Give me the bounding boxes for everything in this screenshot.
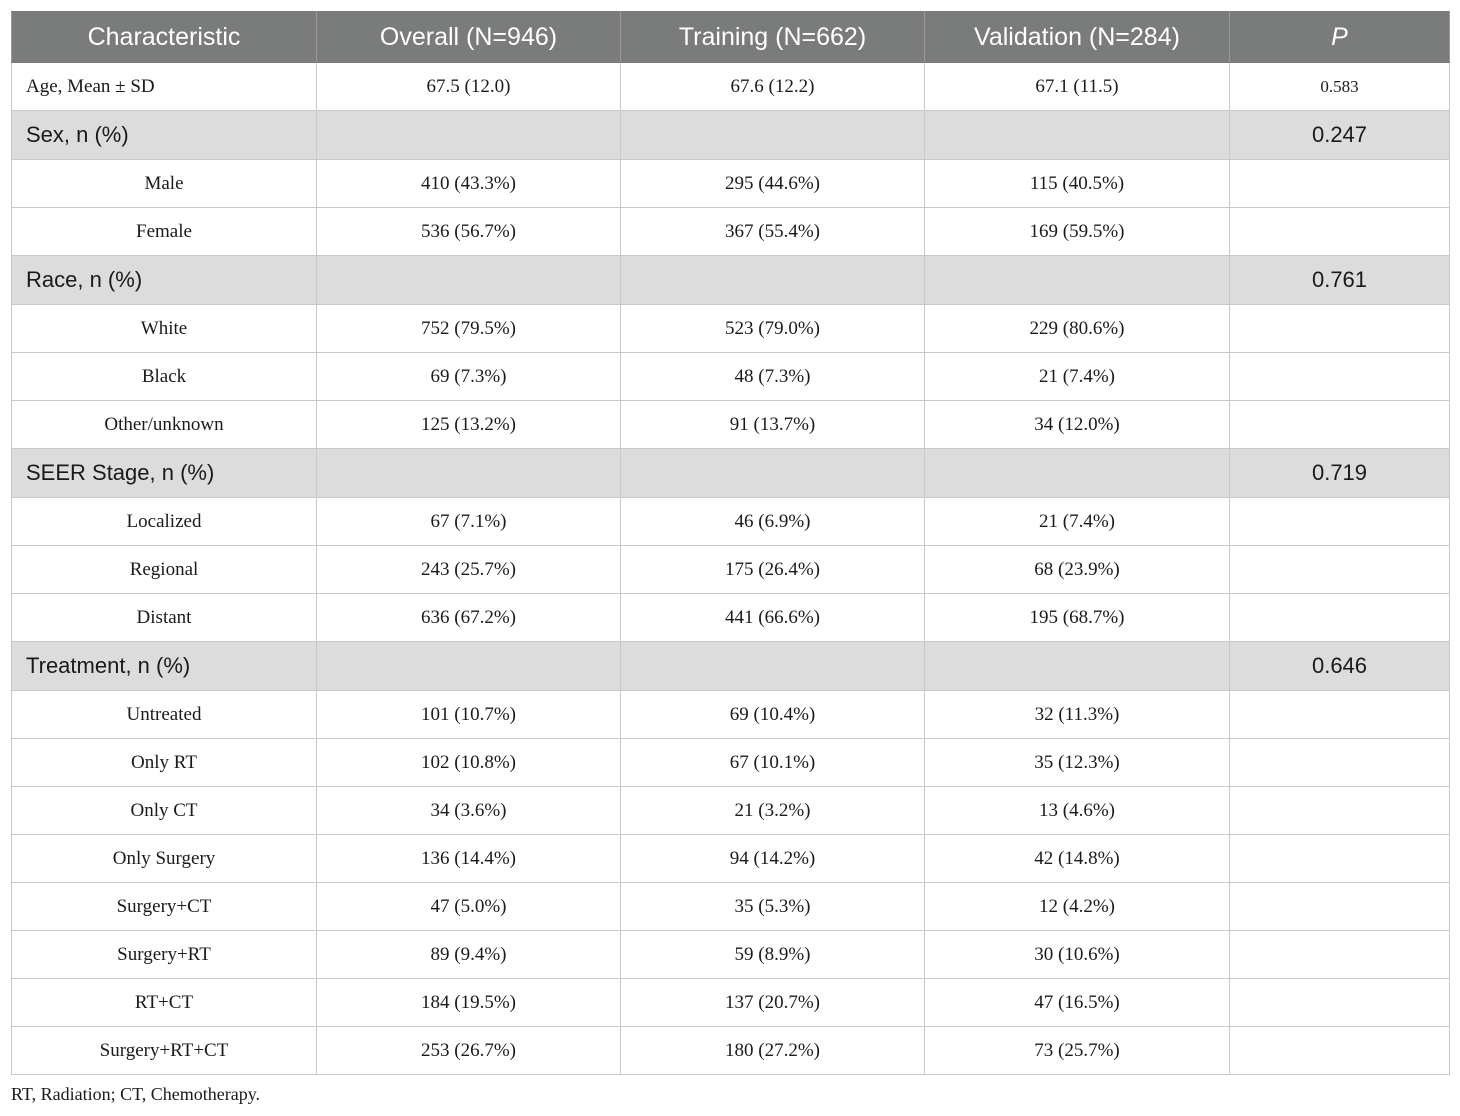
cell-overall: 253 (26.7%) (317, 1027, 621, 1075)
row-label: Regional (12, 546, 317, 594)
cell-p-value (1230, 1027, 1450, 1075)
row-label: Female (12, 208, 317, 256)
table-row (12, 931, 1450, 979)
cell-p-value (1230, 498, 1450, 546)
cell-training: 67.6 (12.2) (621, 63, 925, 111)
cell-validation: 30 (10.6%) (925, 931, 1230, 979)
table-body (12, 63, 1450, 1075)
row-label: Only CT (12, 787, 317, 835)
table-row (12, 691, 1450, 739)
cell-overall: 67 (7.1%) (317, 498, 621, 546)
cell-training (621, 449, 925, 498)
cell-training: 69 (10.4%) (621, 691, 925, 739)
cell-training: 48 (7.3%) (621, 353, 925, 401)
header-validation: Validation (N=284) (925, 12, 1230, 63)
table-row (12, 401, 1450, 449)
table-row (12, 787, 1450, 835)
cell-validation: 21 (7.4%) (925, 353, 1230, 401)
cell-overall: 125 (13.2%) (317, 401, 621, 449)
cell-validation (925, 449, 1230, 498)
cell-overall (317, 642, 621, 691)
cell-p-value (1230, 787, 1450, 835)
table-footnote: RT, Radiation; CT, Chemotherapy. (11, 1084, 261, 1104)
cell-training: 295 (44.6%) (621, 160, 925, 208)
cell-overall (317, 256, 621, 305)
cell-overall: 184 (19.5%) (317, 979, 621, 1027)
cell-training: 137 (20.7%) (621, 979, 925, 1027)
cell-validation: 12 (4.2%) (925, 883, 1230, 931)
section-row (12, 642, 1450, 691)
cell-p-value: 0.247 (1230, 111, 1450, 160)
cell-p-value (1230, 979, 1450, 1027)
cell-overall: 67.5 (12.0) (317, 63, 621, 111)
characteristics-table (11, 11, 1450, 1075)
cell-training: 94 (14.2%) (621, 835, 925, 883)
cell-validation: 68 (23.9%) (925, 546, 1230, 594)
row-label: Only Surgery (12, 835, 317, 883)
row-label: Surgery+CT (12, 883, 317, 931)
section-row (12, 111, 1450, 160)
table-row (12, 835, 1450, 883)
cell-training: 91 (13.7%) (621, 401, 925, 449)
row-label: Treatment, n (%) (12, 642, 317, 691)
row-label: Only RT (12, 739, 317, 787)
cell-overall: 102 (10.8%) (317, 739, 621, 787)
cell-p-value (1230, 594, 1450, 642)
cell-p-value (1230, 208, 1450, 256)
cell-p-value (1230, 691, 1450, 739)
cell-training (621, 642, 925, 691)
cell-validation: 13 (4.6%) (925, 787, 1230, 835)
cell-training: 367 (55.4%) (621, 208, 925, 256)
row-label: Surgery+RT (12, 931, 317, 979)
row-label: SEER Stage, n (%) (12, 449, 317, 498)
header-p-value: P (1230, 12, 1450, 63)
row-label: Surgery+RT+CT (12, 1027, 317, 1075)
table-row (12, 1027, 1450, 1075)
cell-overall (317, 449, 621, 498)
row-label: Other/unknown (12, 401, 317, 449)
cell-validation: 21 (7.4%) (925, 498, 1230, 546)
cell-validation: 169 (59.5%) (925, 208, 1230, 256)
cell-validation (925, 642, 1230, 691)
cell-validation: 115 (40.5%) (925, 160, 1230, 208)
table-row (12, 63, 1450, 111)
table-row (12, 739, 1450, 787)
cell-overall: 34 (3.6%) (317, 787, 621, 835)
row-label: Black (12, 353, 317, 401)
cell-training: 35 (5.3%) (621, 883, 925, 931)
cell-p-value (1230, 401, 1450, 449)
cell-overall: 536 (56.7%) (317, 208, 621, 256)
row-label: RT+CT (12, 979, 317, 1027)
cell-validation: 47 (16.5%) (925, 979, 1230, 1027)
cell-validation: 67.1 (11.5) (925, 63, 1230, 111)
cell-p-value: 0.583 (1230, 63, 1450, 111)
cell-training: 67 (10.1%) (621, 739, 925, 787)
header-row (12, 12, 1450, 63)
cell-training: 523 (79.0%) (621, 305, 925, 353)
cell-overall: 636 (67.2%) (317, 594, 621, 642)
cell-training (621, 111, 925, 160)
row-label: Race, n (%) (12, 256, 317, 305)
cell-p-value (1230, 353, 1450, 401)
cell-validation (925, 256, 1230, 305)
cell-training: 59 (8.9%) (621, 931, 925, 979)
table-row (12, 979, 1450, 1027)
cell-training: 180 (27.2%) (621, 1027, 925, 1075)
cell-overall: 101 (10.7%) (317, 691, 621, 739)
table-row (12, 353, 1450, 401)
cell-validation: 35 (12.3%) (925, 739, 1230, 787)
row-label: Age, Mean ± SD (12, 63, 317, 111)
characteristics-table-wrapper (11, 11, 1449, 1075)
table-row (12, 305, 1450, 353)
cell-p-value: 0.719 (1230, 449, 1450, 498)
cell-training: 21 (3.2%) (621, 787, 925, 835)
cell-overall: 69 (7.3%) (317, 353, 621, 401)
cell-p-value (1230, 305, 1450, 353)
row-label: Localized (12, 498, 317, 546)
section-row (12, 256, 1450, 305)
section-row (12, 449, 1450, 498)
cell-p-value (1230, 931, 1450, 979)
cell-training: 46 (6.9%) (621, 498, 925, 546)
cell-validation: 42 (14.8%) (925, 835, 1230, 883)
cell-p-value (1230, 546, 1450, 594)
cell-p-value (1230, 835, 1450, 883)
cell-training: 175 (26.4%) (621, 546, 925, 594)
cell-overall: 89 (9.4%) (317, 931, 621, 979)
cell-overall: 410 (43.3%) (317, 160, 621, 208)
row-label: White (12, 305, 317, 353)
table-row (12, 160, 1450, 208)
cell-overall: 47 (5.0%) (317, 883, 621, 931)
cell-validation: 195 (68.7%) (925, 594, 1230, 642)
cell-overall: 136 (14.4%) (317, 835, 621, 883)
cell-overall: 243 (25.7%) (317, 546, 621, 594)
table-row (12, 546, 1450, 594)
cell-validation (925, 111, 1230, 160)
header-characteristic: Characteristic (12, 12, 317, 63)
cell-overall: 752 (79.5%) (317, 305, 621, 353)
header-training: Training (N=662) (621, 12, 925, 63)
table-header (12, 12, 1450, 63)
table-row (12, 594, 1450, 642)
table-row (12, 208, 1450, 256)
header-overall: Overall (N=946) (317, 12, 621, 63)
cell-overall (317, 111, 621, 160)
row-label: Male (12, 160, 317, 208)
cell-training: 441 (66.6%) (621, 594, 925, 642)
table-row (12, 883, 1450, 931)
table-row (12, 498, 1450, 546)
row-label: Sex, n (%) (12, 111, 317, 160)
cell-validation: 32 (11.3%) (925, 691, 1230, 739)
cell-p-value (1230, 739, 1450, 787)
row-label: Distant (12, 594, 317, 642)
cell-p-value: 0.761 (1230, 256, 1450, 305)
cell-validation: 229 (80.6%) (925, 305, 1230, 353)
cell-validation: 73 (25.7%) (925, 1027, 1230, 1075)
cell-p-value (1230, 883, 1450, 931)
cell-training (621, 256, 925, 305)
cell-p-value (1230, 160, 1450, 208)
row-label: Untreated (12, 691, 317, 739)
cell-p-value: 0.646 (1230, 642, 1450, 691)
cell-validation: 34 (12.0%) (925, 401, 1230, 449)
